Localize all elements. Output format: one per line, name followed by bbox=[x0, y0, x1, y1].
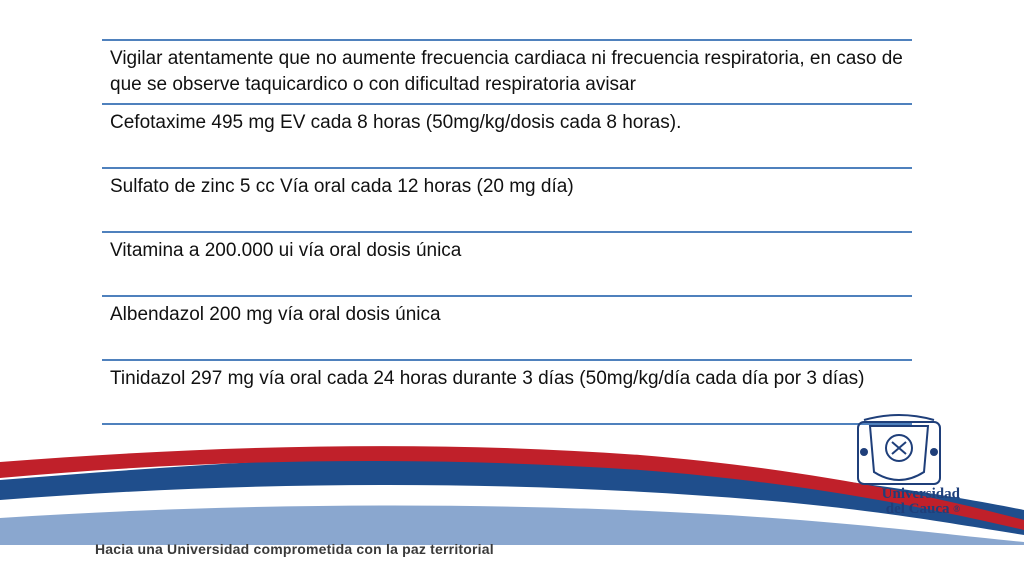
university-name-line2: del Cauca ® bbox=[885, 501, 960, 517]
table-row: Vitamina a 200.000 ui vía oral dosis única bbox=[102, 233, 912, 297]
university-name bbox=[840, 487, 960, 517]
table-row: Albendazol 200 mg vía oral dosis única bbox=[102, 297, 912, 361]
treatment-table bbox=[102, 39, 912, 425]
table-row: Vigilar atentamente que no aumente frecuencia cardiaca ni frecuencia respiratoria, en caso de que se observe taquicardico o con dificultad respiratoria avisar bbox=[102, 41, 912, 105]
university-name-line1: Universidad bbox=[881, 486, 960, 502]
registered-mark: ® bbox=[953, 504, 960, 515]
table-row: Cefotaxime 495 mg EV cada 8 horas (50mg/kg/dosis cada 8 horas). bbox=[102, 105, 912, 169]
table-row: Sulfato de zinc 5 cc Vía oral cada 12 horas (20 mg día) bbox=[102, 169, 912, 233]
table-row: Tinidazol 297 mg vía oral cada 24 horas durante 3 días (50mg/kg/día cada día por 3 días) bbox=[102, 361, 912, 425]
footer-tagline: Hacia una Universidad comprometida con la paz territorial bbox=[95, 541, 494, 557]
university-crest-icon bbox=[850, 412, 948, 492]
